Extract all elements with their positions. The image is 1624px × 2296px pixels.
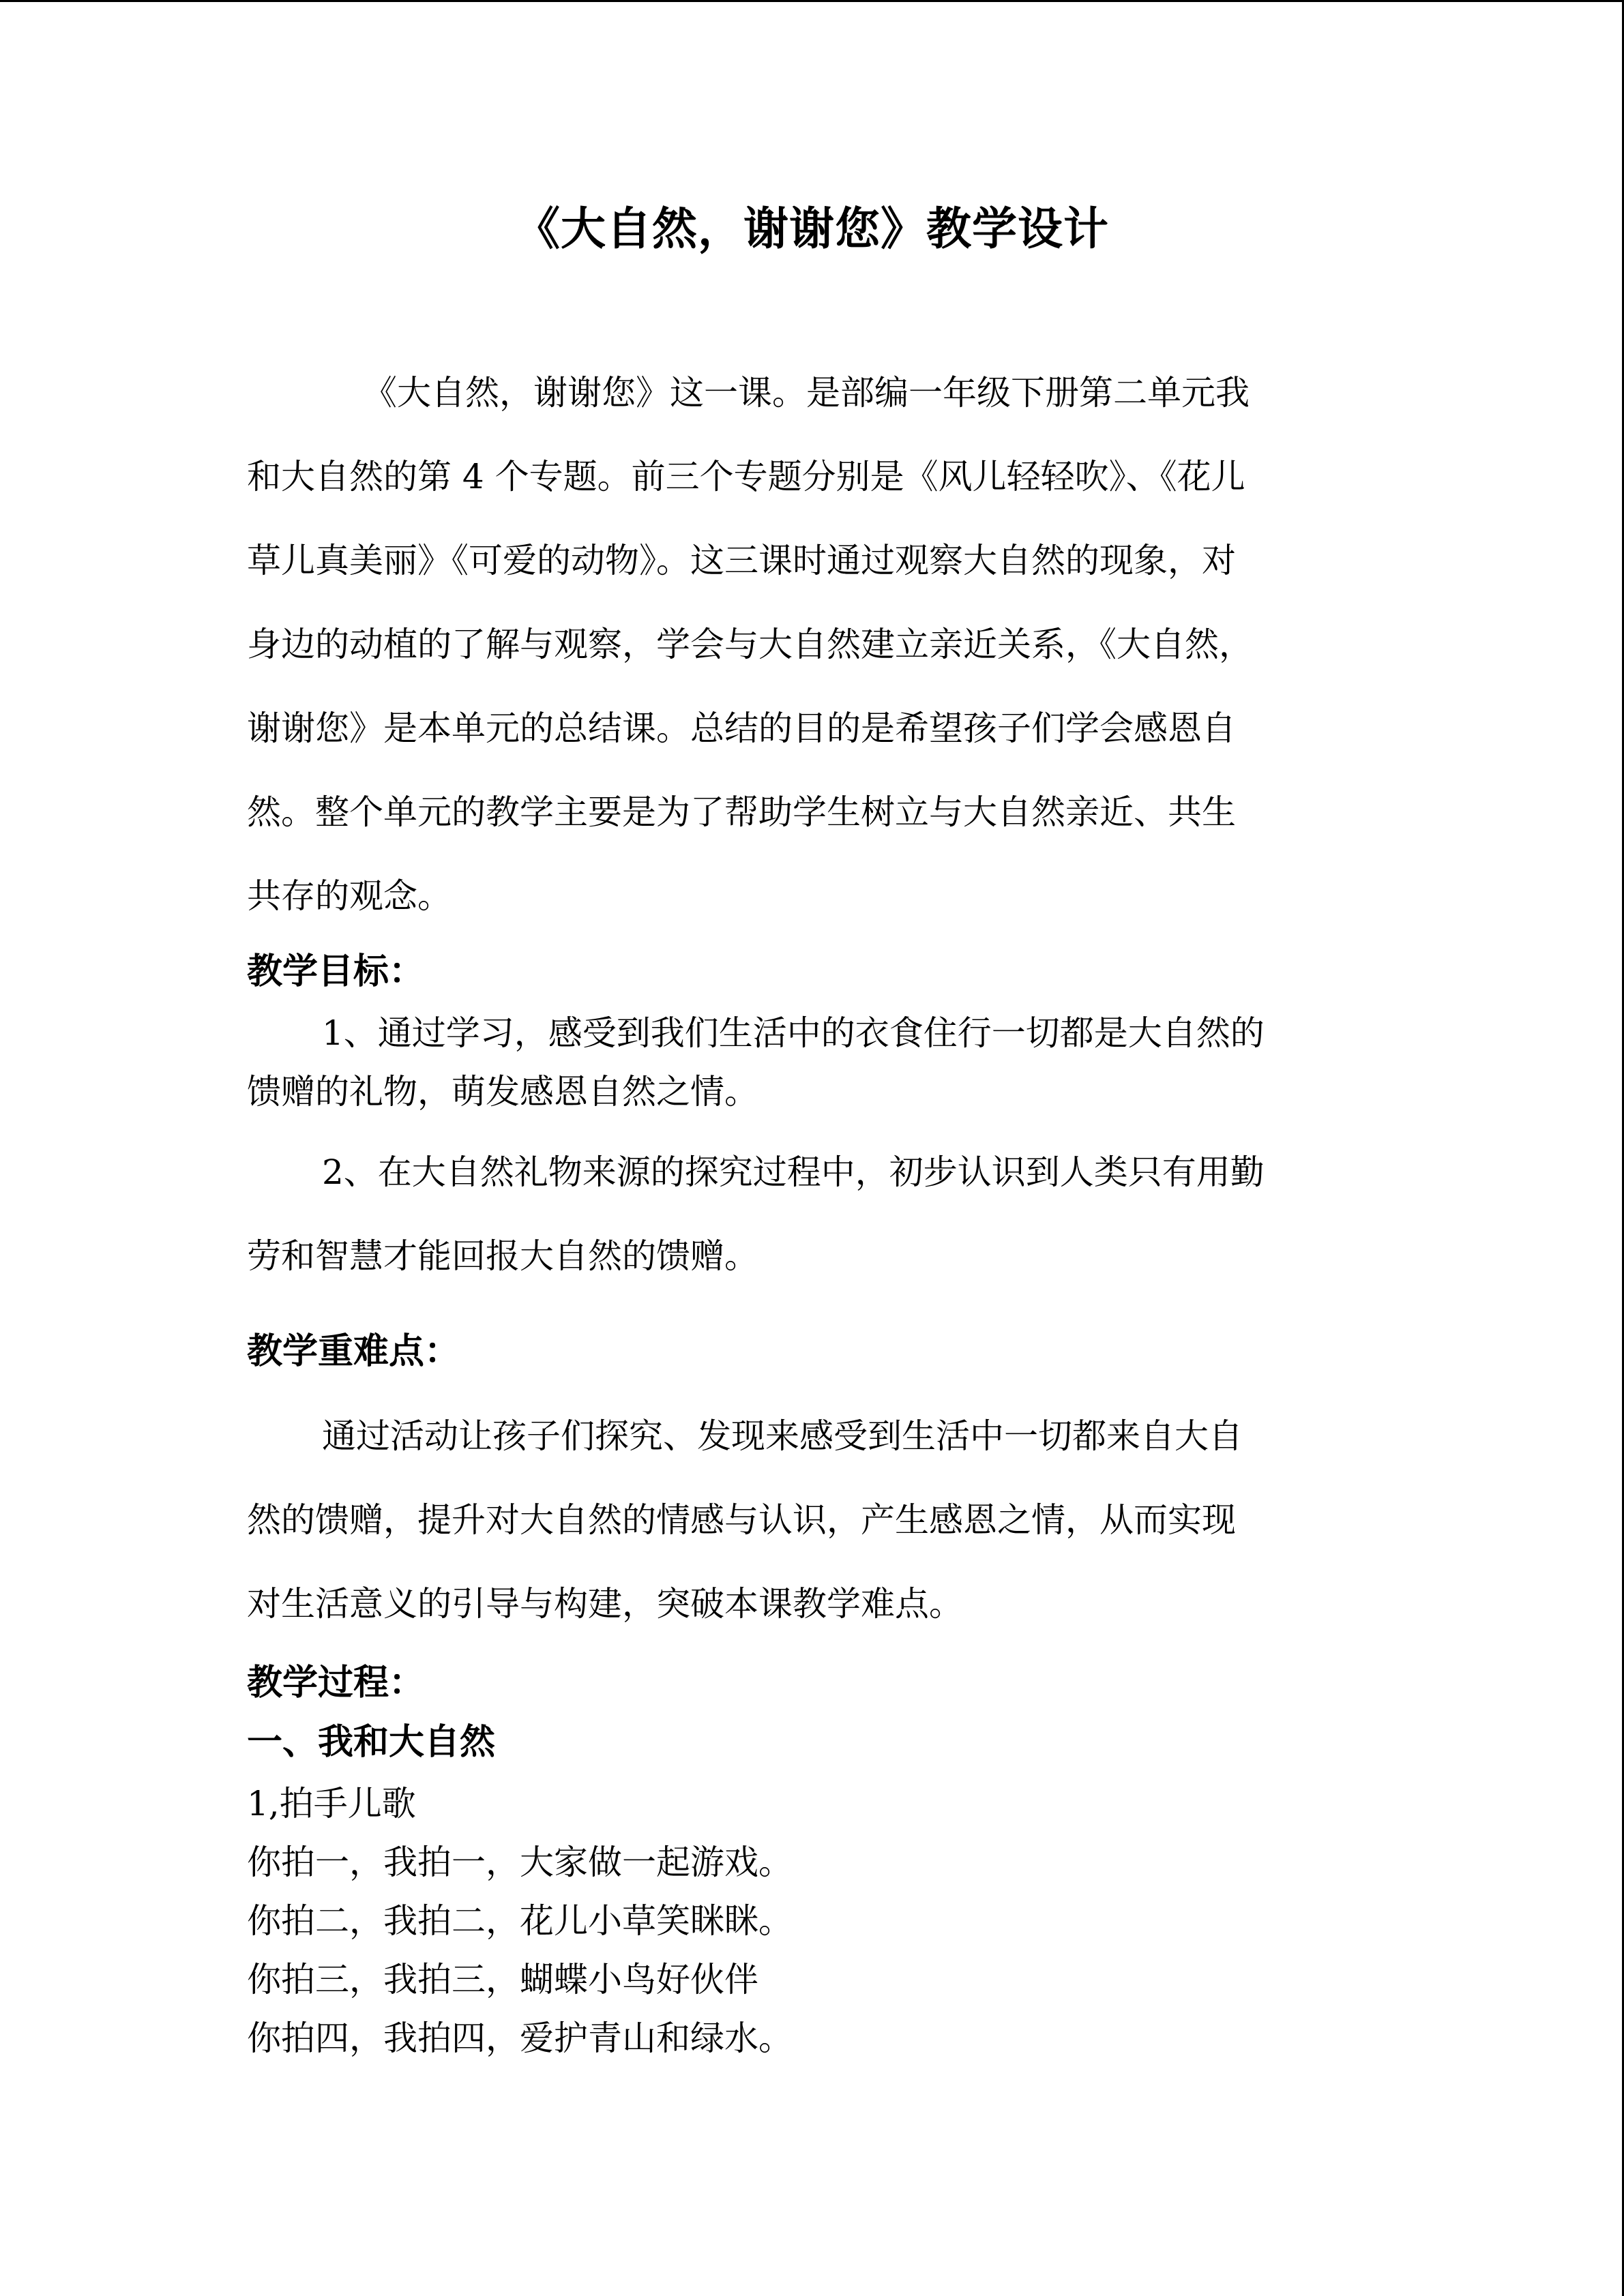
rhyme-block [247, 1774, 1386, 2068]
intro-line: 共存的观念。 [247, 876, 452, 916]
intro-line: 然。整个单元的教学主要是为了帮助学生树立与大自然亲近、共生 [247, 792, 1236, 832]
goals-heading: 教学目标： [247, 951, 425, 992]
goal-2-line: 2、在大自然礼物来源的探究过程中，初步认识到人类只有用勤 [322, 1152, 1265, 1192]
document-title: 《大自然，谢谢您》教学设计 [515, 202, 1109, 255]
rhyme-line: 你拍三，我拍三，蝴蝶小鸟好伙伴 [247, 1960, 758, 1999]
rhyme-line: 你拍四，我拍四，爱护青山和绿水。 [247, 2018, 793, 2058]
section-1-heading: 一、我和大自然 [247, 1721, 496, 1763]
intro-line: 《大自然，谢谢您》这一课。是部编一年级下册第二单元我 [363, 373, 1250, 413]
page-border-top [0, 0, 1624, 2]
intro-line: 谢谢您》是本单元的总结课。总结的目的是希望孩子们学会感恩自 [247, 709, 1236, 748]
goal-1 [247, 1004, 1386, 1121]
goal-1-line: 馈赠的礼物，萌发感恩自然之情。 [247, 1072, 758, 1112]
process-heading: 教学过程： [247, 1662, 425, 1703]
goal-2 [247, 1131, 1386, 1298]
key-points-line: 然的馈赠，提升对大自然的情感与认识，产生感恩之情，从而实现 [247, 1500, 1236, 1540]
key-points-heading: 教学重难点： [247, 1330, 460, 1372]
intro-line: 草儿真美丽》《可爱的动物》。这三课时通过观察大自然的现象，对 [247, 541, 1236, 580]
rhyme-title: 1,拍手儿歌 [247, 1784, 416, 1823]
rhyme-line: 你拍二，我拍二，花儿小草笑眯眯。 [247, 1901, 793, 1941]
key-points-line: 通过活动让孩子们探究、发现来感受到生活中一切都来自大自 [322, 1416, 1243, 1456]
intro-line: 身边的动植的了解与观察，学会与大自然建立亲近关系，《大自然， [247, 625, 1253, 664]
goal-1-line: 1、通过学习，感受到我们生活中的衣食住行一切都是大自然的 [322, 1013, 1265, 1053]
intro-paragraph [247, 351, 1372, 938]
goal-2-line: 劳和智慧才能回报大自然的馈赠。 [247, 1236, 758, 1276]
key-points-line: 对生活意义的引导与构建，突破本课教学难点。 [247, 1584, 963, 1624]
rhyme-line: 你拍一，我拍一，大家做一起游戏。 [247, 1843, 793, 1882]
intro-line: 和大自然的第 4 个专题。前三个专题分别是《风儿轻轻吹》、《花儿 [247, 457, 1245, 496]
key-points-paragraph [247, 1395, 1386, 1646]
